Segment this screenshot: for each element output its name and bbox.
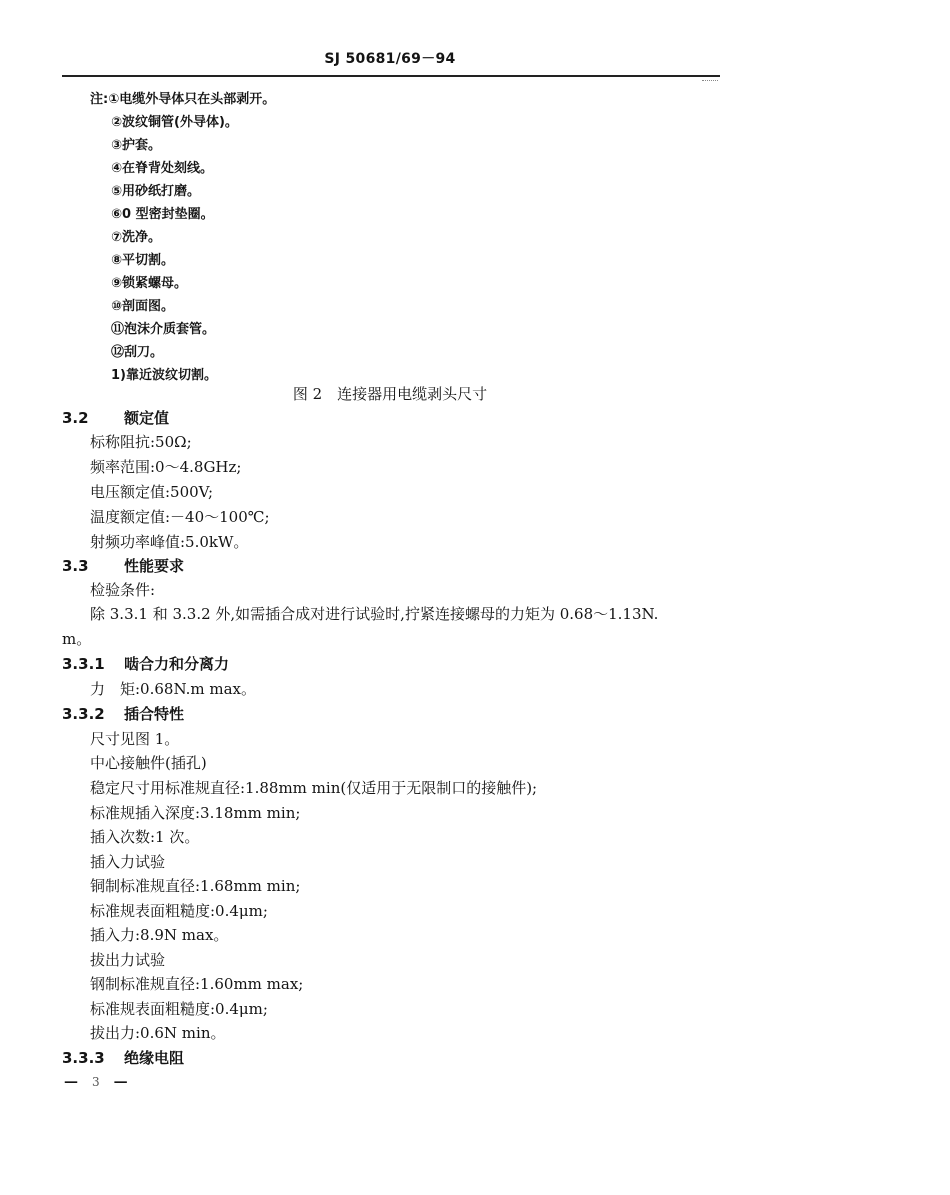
section-heading-3-3-2	[62, 705, 184, 723]
body-line: 中心接触件(插孔)	[90, 754, 207, 772]
section-title: 绝缘电阻	[124, 1049, 185, 1067]
note-line: 注:①电缆外导体只在头部剥开。	[90, 92, 276, 107]
note-line: 1)靠近波纹切割。	[111, 368, 217, 383]
section-number: 3.3	[62, 557, 89, 575]
section-title: 额定值	[124, 409, 170, 427]
note-line: ⑨锁紧螺母。	[111, 276, 188, 291]
footer-dash-left: —	[64, 1074, 78, 1090]
body-line: 射频功率峰值:5.0kW。	[90, 533, 249, 551]
section-heading-3-3-1	[62, 655, 229, 673]
body-line: m。	[62, 630, 92, 648]
section-title: 啮合力和分离力	[124, 655, 230, 673]
note-line: ⑫刮刀。	[111, 345, 164, 360]
body-line: 检验条件:	[90, 581, 156, 599]
note-line: ⑦洗净。	[111, 230, 162, 245]
body-line: 钢制标准规直径:1.60mm max;	[90, 975, 304, 993]
section-number: 3.3.1	[62, 655, 105, 673]
body-line: 标准规表面粗糙度:0.4μm;	[90, 1000, 268, 1018]
section-number: 3.3.2	[62, 705, 105, 723]
body-line: 铜制标准规直径:1.68mm min;	[90, 877, 301, 895]
scan-speck	[702, 80, 718, 81]
section-heading-3-2	[62, 409, 169, 427]
body-line: 尺寸见图 1。	[90, 730, 180, 748]
body-line: 插入力:8.9N max。	[90, 926, 229, 944]
body-line: 标准规表面粗糙度:0.4μm;	[90, 902, 268, 920]
section-number: 3.2	[62, 409, 89, 427]
note-line: ⑩剖面图。	[111, 299, 175, 314]
body-line: 电压额定值:500V;	[90, 483, 214, 501]
note-line: ②波纹铜管(外导体)。	[111, 115, 238, 130]
footer-dash-right: —	[113, 1074, 128, 1090]
section-title: 性能要求	[124, 557, 185, 575]
figure-caption: 图 2 连接器用电缆剥头尺寸	[292, 385, 488, 403]
header-rule	[62, 75, 720, 77]
note-line: ④在脊背处刻线。	[111, 161, 214, 176]
note-line: ⑥0 型密封垫圈。	[111, 207, 214, 222]
body-line: 标准规插入深度:3.18mm min;	[90, 804, 301, 822]
note-line: ⑧平切割。	[111, 253, 175, 268]
body-line: 力 矩:0.68N.m max。	[90, 680, 257, 698]
body-line: 拔出力试验	[90, 951, 166, 969]
page-footer	[64, 1074, 128, 1090]
section-heading-3-3-3	[62, 1049, 184, 1067]
body-line: 温度额定值:－40～100℃;	[90, 508, 270, 526]
note-line: ⑪泡沫介质套管。	[111, 322, 216, 337]
body-line: 拔出力:0.6N min。	[90, 1024, 226, 1042]
document-header: SJ 50681/69－94	[324, 51, 456, 67]
body-line: 插入次数:1 次。	[90, 828, 200, 846]
body-line: 标称阻抗:50Ω;	[90, 433, 192, 451]
section-title: 插合特性	[124, 705, 185, 723]
note-line: ③护套。	[111, 138, 162, 153]
section-number: 3.3.3	[62, 1049, 105, 1067]
page-number: 3	[92, 1075, 100, 1089]
body-line: 除 3.3.1 和 3.3.2 外,如需插合成对进行试验时,拧紧连接螺母的力矩为 0.68～1.13N.	[90, 605, 659, 623]
body-line: 频率范围:0～4.8GHz;	[90, 458, 242, 476]
note-line: ⑤用砂纸打磨。	[111, 184, 201, 199]
body-line: 插入力试验	[90, 853, 166, 871]
section-heading-3-3	[62, 557, 184, 575]
body-line: 稳定尺寸用标准规直径:1.88mm min(仅适用于无限制口的接触件);	[90, 779, 538, 797]
